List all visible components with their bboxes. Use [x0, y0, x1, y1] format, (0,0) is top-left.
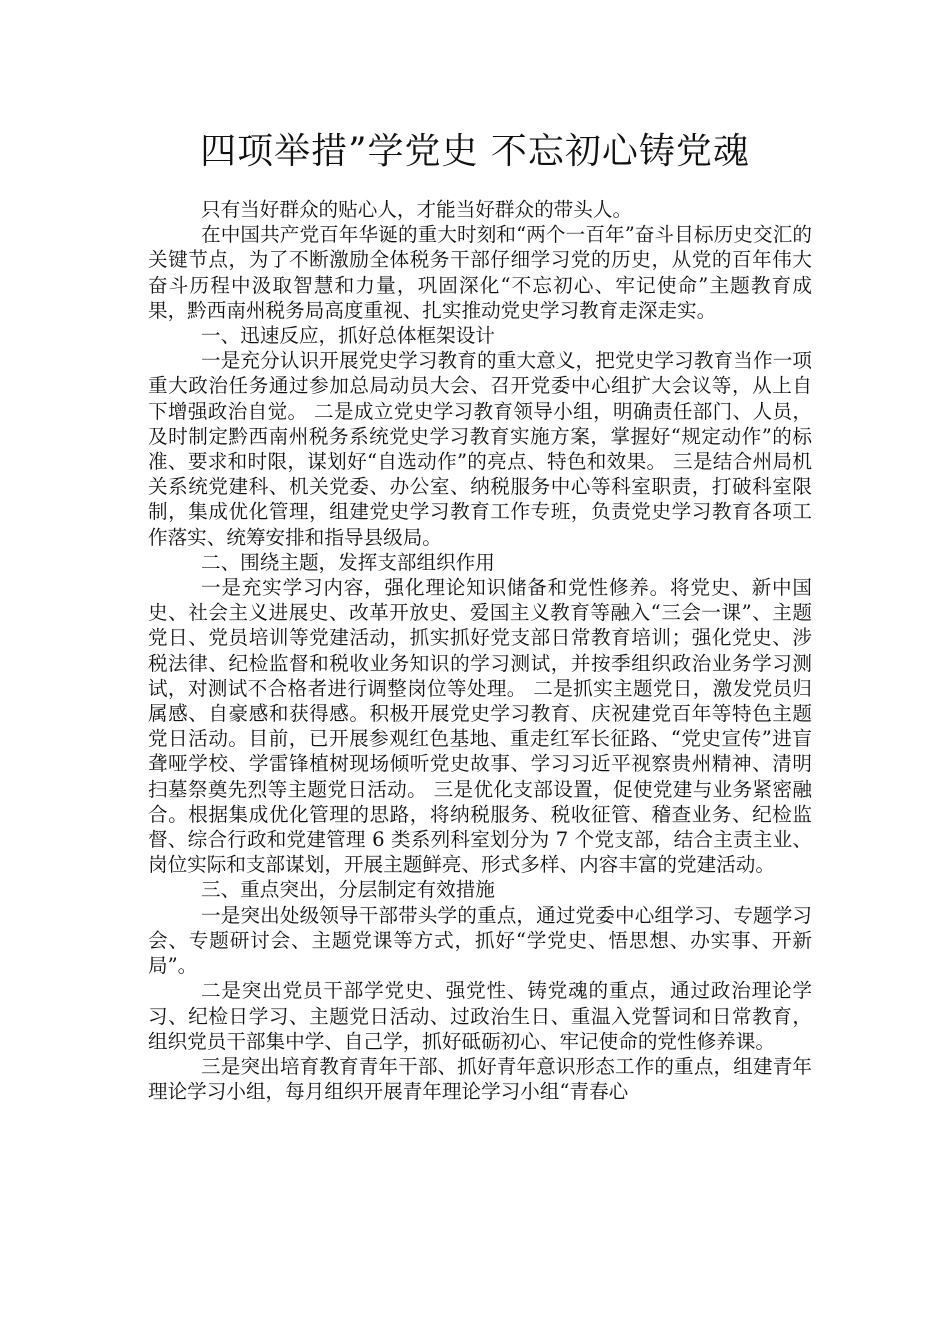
paragraph-intro: 只有当好群众的贴心人，才能当好群众的带头人。 — [201, 198, 633, 221]
paragraph-background: 在中国共产党百年华诞的重大时刻和“两个一百年”奋斗目标历史交汇的关键节点，为了不断激励全体税务干部仔细学习党的历史，从党的百年伟大奋斗历程中汲取智慧和力量，巩固深化“不忘初心、牢记使命”主题教育成果，黔西南州税务局高度重视、扎实推动党史学习教育走深走实。 — [148, 223, 812, 322]
document-title: 四项举措”学党史 不忘初心铸党魂 — [200, 131, 750, 172]
section-heading-1: 一、迅速反应，抓好总体框架设计 — [201, 324, 495, 348]
section-heading-2: 二、围绕主题，发挥支部组织作用 — [201, 550, 495, 574]
paragraph-section-1: 一是充分认识开展党史学习教育的重大意义，把党史学习教育当作一项重大政治任务通过参加总局动员大会、召开党委中心组扩大会议等，从上自下增强政治自觉。 二是成立党史学习教育领导小组，明确责任部门、人员，及时制定黔西南州税务系统党史学习教育实施方案，掌握好“规定动作”的标准、要求和时限，谋划好“自选动作”的亮点、特色和效果。 三是结合州局机关系统党建科、机关党委、办公室、纳税服务中心等科室职责，打破科室限制，集成优化管理，组建党史学习教育工作专班，负责党史学习教育各项工作落实、统筹安排和指导县级局。 — [148, 349, 812, 549]
paragraph-section-3-item-3: 三是突出培育教育青年干部、抓好青年意识形态工作的重点，组建青年理论学习小组，每月组织开展青年理论学习小组“青春心 — [148, 1054, 812, 1104]
paragraph-section-3-item-1: 一是突出处级领导干部带头学的重点，通过党委中心组学习、专题学习会、专题研讨会、主题党课等方式，抓好“学党史、悟思想、办实事、开新局”。 — [148, 903, 812, 978]
paragraph-section-2: 一是充实学习内容，强化理论知识储备和党性修养。将党史、新中国史、社会主义进展史、改革开放史、爱国主义教育等融入“三会一课”、主题党日、党员培训等党建活动，抓实抓好党支部日常教育培训；强化党史、涉税法律、纪检监督和税收业务知识的学习测试，并按季组织政治业务学习测试，对测试不合格者进行调整岗位等处理。 二是抓实主题党日，激发党员归属感、自豪感和获得感。积极开展党史学习教育、庆祝建党百年等特色主题党日活动。目前，已开展参观红色基地、重走红军长征路、“党史宣传”进盲聋哑学校、学雷锋植树现场倾听党史故事、学习习近平视察贵州精神、清明扫墓祭奠先烈等主题党日活动。 三是优化支部设置，促使党建与业务紧密融合。根据集成优化管理的思路，将纳税服务、税收征管、稽查业务、纪检监督、综合行政和党建管理 6 类系列科室划分为 7 个党支部，结合主责主业、岗位实际和支部谋划，开展主题鲜亮、形式多样、内容丰富的党建活动。 — [148, 576, 812, 877]
section-heading-3: 三、重点突出，分层制定有效措施 — [201, 878, 495, 902]
document-body — [148, 197, 812, 1104]
paragraph-section-3-item-2: 二是突出党员干部学党史、强党性、铸党魂的重点，通过政治理论学习、纪检日学习、主题党日活动、过政治生日、重温入党誓词和日常教育，组织党员干部集中学、自己学，抓好砥砺初心、牢记使命的党性修养课。 — [148, 979, 812, 1053]
